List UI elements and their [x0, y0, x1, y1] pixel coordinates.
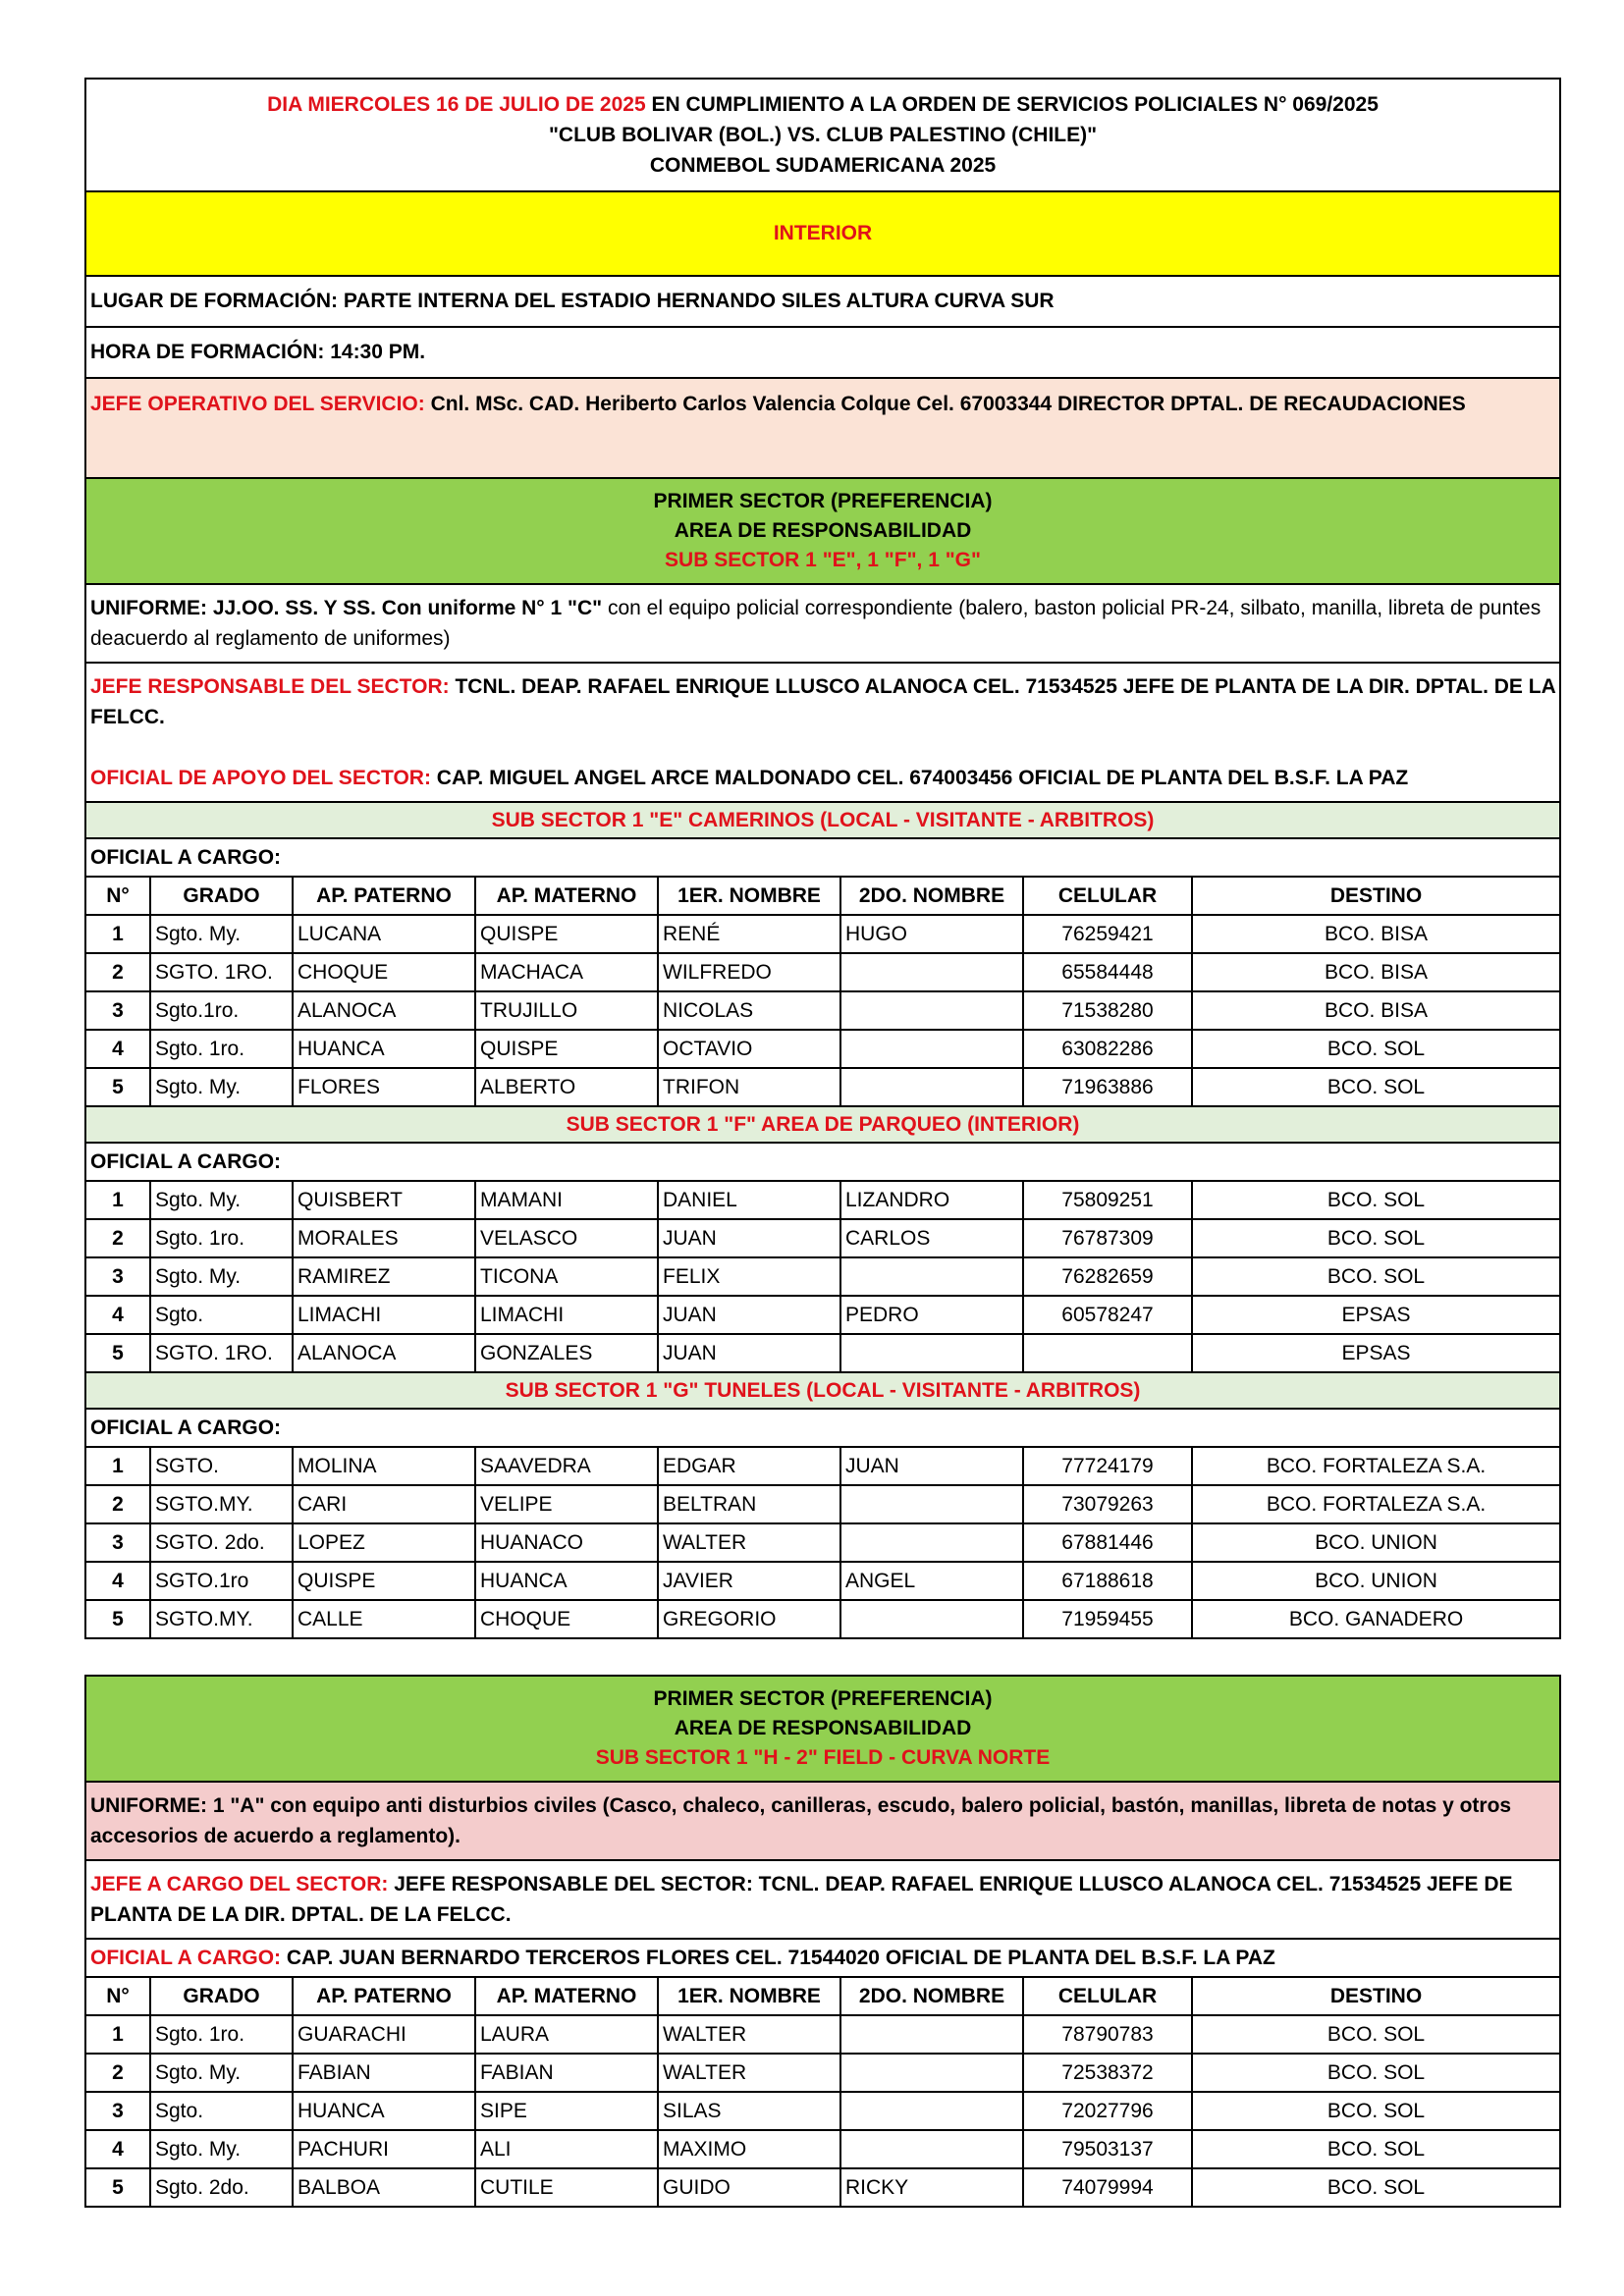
cell-ap-materno: MACHACA [475, 953, 658, 991]
cell-numero: 3 [85, 991, 150, 1030]
cell-segundo-nombre [840, 2092, 1023, 2130]
cell-primer-nombre: GREGORIO [658, 1600, 840, 1638]
oficial-apoyo-label: OFICIAL DE APOYO DEL SECTOR: [90, 767, 431, 789]
table-row [85, 1219, 1560, 1257]
table-row [85, 1523, 1560, 1562]
cell-ap-materno: HUANCA [475, 1562, 658, 1600]
oficial-a-cargo: OFICIAL A CARGO: [85, 1409, 1560, 1447]
cell-celular: 71538280 [1023, 991, 1192, 1030]
cell-grado: SGTO.MY. [150, 1600, 293, 1638]
cell-numero: 5 [85, 1600, 150, 1638]
document-page [84, 78, 1559, 2208]
cell-segundo-nombre: LIZANDRO [840, 1181, 1023, 1219]
cell-segundo-nombre: HUGO [840, 915, 1023, 953]
cell-numero: 1 [85, 1447, 150, 1485]
sector-2-jefe-label: JEFE A CARGO DEL SECTOR: [90, 1873, 389, 1896]
column-header-grado: GRADO [150, 877, 293, 915]
cell-ap-paterno: FLORES [293, 1068, 475, 1106]
sector-2-uniforme: UNIFORME: 1 "A" con equipo anti disturbios civiles (Casco, chaleco, canilleras, escudo, balero policial, bastón, manillas, libreta de notas y otros accesorios de acuerdo a reglamento). [85, 1782, 1560, 1860]
sector-1-table [84, 78, 1561, 1639]
sector-1-title-line2: AREA DE RESPONSABILIDAD [674, 519, 972, 542]
cell-numero: 4 [85, 1562, 150, 1600]
uniforme-rest: con el equipo policial correspondiente (balero, baston policial PR-24, silbato, manilla, libreta de puntes deacuerdo al reglamento de uniformes) [90, 597, 1542, 650]
cell-destino: BCO. FORTALEZA S.A. [1192, 1447, 1560, 1485]
cell-grado: Sgto. My. [150, 2130, 293, 2168]
sector-2-title-line1: PRIMER SECTOR (PREFERENCIA) [653, 1687, 993, 1710]
cell-ap-materno: VELASCO [475, 1219, 658, 1257]
cell-ap-materno: QUISPE [475, 1030, 658, 1068]
jefe-responsable-value: TCNL. DEAP. RAFAEL ENRIQUE LLUSCO ALANOCA CEL. 71534525 JEFE DE PLANTA DE LA DIR. DPTAL. DE LA FELCC. [90, 675, 1555, 728]
document-header [85, 79, 1560, 191]
table-row [85, 1600, 1560, 1638]
cell-grado: Sgto. My. [150, 1068, 293, 1106]
cell-ap-paterno: ALANOCA [293, 1334, 475, 1372]
table-row [85, 2015, 1560, 2054]
cell-celular: 67881446 [1023, 1523, 1192, 1562]
subsector-title: SUB SECTOR 1 "G" TUNELES (LOCAL - VISITANTE - ARBITROS) [85, 1372, 1560, 1409]
uniforme-bold: UNIFORME: JJ.OO. SS. Y SS. Con uniforme N° 1 "C" [90, 597, 603, 619]
cell-celular: 60578247 [1023, 1296, 1192, 1334]
cell-primer-nombre: MAXIMO [658, 2130, 840, 2168]
cell-numero: 1 [85, 2015, 150, 2054]
jefe-operativo-value: Cnl. MSc. CAD. Heriberto Carlos Valencia Colque Cel. 67003344 DIRECTOR DPTAL. DE RECAUDACIONES [424, 393, 1466, 415]
cell-primer-nombre: DANIEL [658, 1181, 840, 1219]
sector-1-uniforme [85, 584, 1560, 663]
cell-destino: BCO. SOL [1192, 1219, 1560, 1257]
cell-celular: 72538372 [1023, 2054, 1192, 2092]
column-header-destino: DESTINO [1192, 1977, 1560, 2015]
cell-segundo-nombre [840, 953, 1023, 991]
cell-celular: 72027796 [1023, 2092, 1192, 2130]
cell-ap-paterno: QUISBERT [293, 1181, 475, 1219]
hora-formacion: HORA DE FORMACIÓN: 14:30 PM. [85, 327, 1560, 378]
jefe-responsable-label: JEFE RESPONSABLE DEL SECTOR: [90, 675, 450, 698]
interior-banner: INTERIOR [85, 191, 1560, 276]
header-order: EN CUMPLIMIENTO A LA ORDEN DE SERVICIOS POLICIALES N° 069/2025 [645, 93, 1379, 116]
cell-ap-paterno: LOPEZ [293, 1523, 475, 1562]
column-header-numero: N° [85, 1977, 150, 2015]
cell-grado: SGTO. 1RO. [150, 1334, 293, 1372]
cell-destino: BCO. SOL [1192, 2015, 1560, 2054]
cell-celular [1023, 1334, 1192, 1372]
cell-primer-nombre: SILAS [658, 2092, 840, 2130]
cell-ap-paterno: FABIAN [293, 2054, 475, 2092]
cell-celular: 74079994 [1023, 2168, 1192, 2207]
cell-ap-paterno: BALBOA [293, 2168, 475, 2207]
cell-ap-paterno: PACHURI [293, 2130, 475, 2168]
cell-grado: Sgto.1ro. [150, 991, 293, 1030]
cell-grado: Sgto. [150, 2092, 293, 2130]
oficial-apoyo-value: CAP. MIGUEL ANGEL ARCE MALDONADO CEL. 674003456 OFICIAL DE PLANTA DEL B.S.F. LA PAZ [430, 767, 1409, 789]
table-row [85, 2054, 1560, 2092]
cell-primer-nombre: EDGAR [658, 1447, 840, 1485]
cell-numero: 2 [85, 1485, 150, 1523]
table-row [85, 2130, 1560, 2168]
cell-grado: Sgto. 1ro. [150, 1030, 293, 1068]
cell-numero: 2 [85, 1219, 150, 1257]
cell-primer-nombre: WILFREDO [658, 953, 840, 991]
header-tournament: CONMEBOL SUDAMERICANA 2025 [649, 154, 997, 177]
table-row [85, 1562, 1560, 1600]
cell-ap-paterno: RAMIREZ [293, 1257, 475, 1296]
table-row [85, 1257, 1560, 1296]
cell-segundo-nombre [840, 1257, 1023, 1296]
column-header-celular: CELULAR [1023, 1977, 1192, 2015]
cell-celular: 63082286 [1023, 1030, 1192, 1068]
cell-destino: BCO. SOL [1192, 2054, 1560, 2092]
table-row [85, 1068, 1560, 1106]
cell-destino: BCO. SOL [1192, 2130, 1560, 2168]
cell-segundo-nombre [840, 2130, 1023, 2168]
sector-2-jefe [85, 1860, 1560, 1939]
cell-ap-materno: ALI [475, 2130, 658, 2168]
cell-ap-paterno: QUISPE [293, 1562, 475, 1600]
oficial-a-cargo: OFICIAL A CARGO: [85, 838, 1560, 877]
cell-segundo-nombre [840, 1600, 1023, 1638]
cell-destino: BCO. SOL [1192, 2168, 1560, 2207]
cell-numero: 1 [85, 915, 150, 953]
cell-ap-paterno: CALLE [293, 1600, 475, 1638]
cell-numero: 5 [85, 1068, 150, 1106]
jefe-operativo-label: JEFE OPERATIVO DEL SERVICIO: [90, 393, 425, 415]
cell-numero: 3 [85, 1523, 150, 1562]
cell-ap-materno: CHOQUE [475, 1600, 658, 1638]
column-header-celular: CELULAR [1023, 877, 1192, 915]
lugar-formacion: LUGAR DE FORMACIÓN: PARTE INTERNA DEL ESTADIO HERNANDO SILES ALTURA CURVA SUR [85, 276, 1560, 327]
cell-numero: 4 [85, 1296, 150, 1334]
cell-ap-paterno: ALANOCA [293, 991, 475, 1030]
sector-2-title [85, 1676, 1560, 1782]
cell-primer-nombre: RENÉ [658, 915, 840, 953]
cell-destino: EPSAS [1192, 1334, 1560, 1372]
cell-numero: 1 [85, 1181, 150, 1219]
cell-ap-paterno: MORALES [293, 1219, 475, 1257]
column-header-grado: GRADO [150, 1977, 293, 2015]
cell-grado: SGTO.MY. [150, 1485, 293, 1523]
cell-numero: 4 [85, 2130, 150, 2168]
cell-segundo-nombre: ANGEL [840, 1562, 1023, 1600]
cell-ap-paterno: MOLINA [293, 1447, 475, 1485]
cell-destino: BCO. SOL [1192, 1068, 1560, 1106]
cell-celular: 71959455 [1023, 1600, 1192, 1638]
cell-segundo-nombre [840, 1334, 1023, 1372]
cell-grado: Sgto. My. [150, 2054, 293, 2092]
cell-ap-paterno: HUANCA [293, 1030, 475, 1068]
cell-grado: Sgto. 1ro. [150, 2015, 293, 2054]
cell-ap-materno: LAURA [475, 2015, 658, 2054]
cell-primer-nombre: BELTRAN [658, 1485, 840, 1523]
cell-segundo-nombre [840, 1068, 1023, 1106]
cell-segundo-nombre [840, 2015, 1023, 2054]
column-header-ap-materno: AP. MATERNO [475, 877, 658, 915]
column-header-ap-paterno: AP. PATERNO [293, 877, 475, 915]
cell-ap-materno: GONZALES [475, 1334, 658, 1372]
cell-numero: 2 [85, 953, 150, 991]
cell-destino: BCO. GANADERO [1192, 1600, 1560, 1638]
cell-ap-materno: LIMACHI [475, 1296, 658, 1334]
cell-segundo-nombre [840, 1485, 1023, 1523]
table-row [85, 1030, 1560, 1068]
column-header-numero: N° [85, 877, 150, 915]
column-header-primer-nombre: 1ER. NOMBRE [658, 877, 840, 915]
cell-primer-nombre: NICOLAS [658, 991, 840, 1030]
cell-ap-materno: VELIPE [475, 1485, 658, 1523]
cell-primer-nombre: WALTER [658, 1523, 840, 1562]
cell-numero: 3 [85, 2092, 150, 2130]
cell-celular: 77724179 [1023, 1447, 1192, 1485]
cell-destino: BCO. SOL [1192, 2092, 1560, 2130]
subsector-title: SUB SECTOR 1 "F" AREA DE PARQUEO (INTERIOR) [85, 1106, 1560, 1143]
cell-grado: Sgto. My. [150, 1257, 293, 1296]
cell-primer-nombre: JUAN [658, 1334, 840, 1372]
cell-primer-nombre: TRIFON [658, 1068, 840, 1106]
column-header-row [85, 1977, 1560, 2015]
cell-grado: SGTO. 2do. [150, 1523, 293, 1562]
table-row [85, 2168, 1560, 2207]
sector-1-title-line1: PRIMER SECTOR (PREFERENCIA) [653, 490, 993, 512]
sector-2-title-line2: AREA DE RESPONSABILIDAD [674, 1717, 972, 1739]
cell-celular: 76259421 [1023, 915, 1192, 953]
table-row [85, 2092, 1560, 2130]
jefe-operativo [85, 378, 1560, 478]
cell-primer-nombre: JAVIER [658, 1562, 840, 1600]
cell-ap-materno: QUISPE [475, 915, 658, 953]
cell-grado: Sgto. My. [150, 1181, 293, 1219]
cell-segundo-nombre [840, 1030, 1023, 1068]
column-header-ap-materno: AP. MATERNO [475, 1977, 658, 2015]
sector-2-oficial [85, 1939, 1560, 1977]
table-row [85, 1296, 1560, 1334]
cell-destino: BCO. SOL [1192, 1257, 1560, 1296]
cell-destino: BCO. FORTALEZA S.A. [1192, 1485, 1560, 1523]
cell-celular: 73079263 [1023, 1485, 1192, 1523]
cell-ap-materno: TICONA [475, 1257, 658, 1296]
cell-ap-materno: MAMANI [475, 1181, 658, 1219]
cell-celular: 78790783 [1023, 2015, 1192, 2054]
cell-numero: 3 [85, 1257, 150, 1296]
cell-destino: BCO. UNION [1192, 1523, 1560, 1562]
cell-numero: 4 [85, 1030, 150, 1068]
cell-destino: BCO. BISA [1192, 953, 1560, 991]
cell-segundo-nombre: PEDRO [840, 1296, 1023, 1334]
cell-ap-materno: FABIAN [475, 2054, 658, 2092]
table-row [85, 1334, 1560, 1372]
cell-ap-paterno: CHOQUE [293, 953, 475, 991]
cell-segundo-nombre [840, 1523, 1023, 1562]
cell-primer-nombre: OCTAVIO [658, 1030, 840, 1068]
column-header-segundo-nombre: 2DO. NOMBRE [840, 877, 1023, 915]
oficial-a-cargo: OFICIAL A CARGO: [85, 1143, 1560, 1181]
cell-primer-nombre: WALTER [658, 2054, 840, 2092]
sector-1-jefes [85, 663, 1560, 802]
cell-grado: SGTO. [150, 1447, 293, 1485]
sector-2-title-line3: SUB SECTOR 1 "H - 2" FIELD - CURVA NORTE [595, 1746, 1051, 1769]
cell-celular: 79503137 [1023, 2130, 1192, 2168]
cell-primer-nombre: WALTER [658, 2015, 840, 2054]
sector-1-title [85, 478, 1560, 584]
cell-numero: 5 [85, 2168, 150, 2207]
cell-grado: SGTO.1ro [150, 1562, 293, 1600]
cell-ap-materno: TRUJILLO [475, 991, 658, 1030]
cell-celular: 65584448 [1023, 953, 1192, 991]
header-match: "CLUB BOLIVAR (BOL.) VS. CLUB PALESTINO (CHILE)" [548, 124, 1098, 146]
sector-2-oficial-label: OFICIAL A CARGO: [90, 1946, 282, 1969]
cell-numero: 5 [85, 1334, 150, 1372]
cell-destino: BCO. UNION [1192, 1562, 1560, 1600]
cell-segundo-nombre [840, 991, 1023, 1030]
cell-celular: 76282659 [1023, 1257, 1192, 1296]
column-header-primer-nombre: 1ER. NOMBRE [658, 1977, 840, 2015]
cell-ap-paterno: LUCANA [293, 915, 475, 953]
cell-celular: 76787309 [1023, 1219, 1192, 1257]
cell-ap-paterno: LIMACHI [293, 1296, 475, 1334]
table-row [85, 953, 1560, 991]
cell-ap-paterno: CARI [293, 1485, 475, 1523]
cell-grado: Sgto. 1ro. [150, 1219, 293, 1257]
table-row [85, 1447, 1560, 1485]
cell-primer-nombre: GUIDO [658, 2168, 840, 2207]
sector-2-jefe-value: JEFE RESPONSABLE DEL SECTOR: TCNL. DEAP. RAFAEL ENRIQUE LLUSCO ALANOCA CEL. 71534525 JEFE DE PLANTA DE LA DIR. DPTAL. DE LA FELCC. [90, 1873, 1513, 1926]
cell-ap-materno: CUTILE [475, 2168, 658, 2207]
table-row [85, 1181, 1560, 1219]
cell-segundo-nombre: RICKY [840, 2168, 1023, 2207]
cell-destino: BCO. SOL [1192, 1181, 1560, 1219]
cell-segundo-nombre: CARLOS [840, 1219, 1023, 1257]
subsector-title: SUB SECTOR 1 "E" CAMERINOS (LOCAL - VISITANTE - ARBITROS) [85, 802, 1560, 838]
cell-celular: 71963886 [1023, 1068, 1192, 1106]
cell-grado: Sgto. My. [150, 915, 293, 953]
column-header-row [85, 877, 1560, 915]
sector-1-title-line3: SUB SECTOR 1 "E", 1 "F", 1 "G" [665, 549, 981, 571]
cell-destino: EPSAS [1192, 1296, 1560, 1334]
header-date: DIA MIERCOLES 16 DE JULIO DE 2025 [267, 93, 646, 116]
cell-destino: BCO. BISA [1192, 915, 1560, 953]
column-header-destino: DESTINO [1192, 877, 1560, 915]
cell-destino: BCO. BISA [1192, 991, 1560, 1030]
column-header-ap-paterno: AP. PATERNO [293, 1977, 475, 2015]
cell-grado: SGTO. 1RO. [150, 953, 293, 991]
cell-ap-paterno: GUARACHI [293, 2015, 475, 2054]
cell-ap-materno: SAAVEDRA [475, 1447, 658, 1485]
cell-segundo-nombre: JUAN [840, 1447, 1023, 1485]
sector-2-oficial-value: CAP. JUAN BERNARDO TERCEROS FLORES CEL. 71544020 OFICIAL DE PLANTA DEL B.S.F. LA PAZ [281, 1946, 1275, 1969]
cell-numero: 2 [85, 2054, 150, 2092]
cell-ap-materno: SIPE [475, 2092, 658, 2130]
cell-ap-paterno: HUANCA [293, 2092, 475, 2130]
table-row [85, 915, 1560, 953]
cell-celular: 75809251 [1023, 1181, 1192, 1219]
table-row [85, 991, 1560, 1030]
cell-destino: BCO. SOL [1192, 1030, 1560, 1068]
sector-2-table [84, 1675, 1561, 2208]
table-row [85, 1485, 1560, 1523]
cell-grado: Sgto. 2do. [150, 2168, 293, 2207]
cell-celular: 67188618 [1023, 1562, 1192, 1600]
column-header-segundo-nombre: 2DO. NOMBRE [840, 1977, 1023, 2015]
cell-primer-nombre: JUAN [658, 1219, 840, 1257]
cell-ap-materno: ALBERTO [475, 1068, 658, 1106]
cell-segundo-nombre [840, 2054, 1023, 2092]
cell-grado: Sgto. [150, 1296, 293, 1334]
cell-primer-nombre: JUAN [658, 1296, 840, 1334]
cell-ap-materno: HUANACO [475, 1523, 658, 1562]
cell-primer-nombre: FELIX [658, 1257, 840, 1296]
